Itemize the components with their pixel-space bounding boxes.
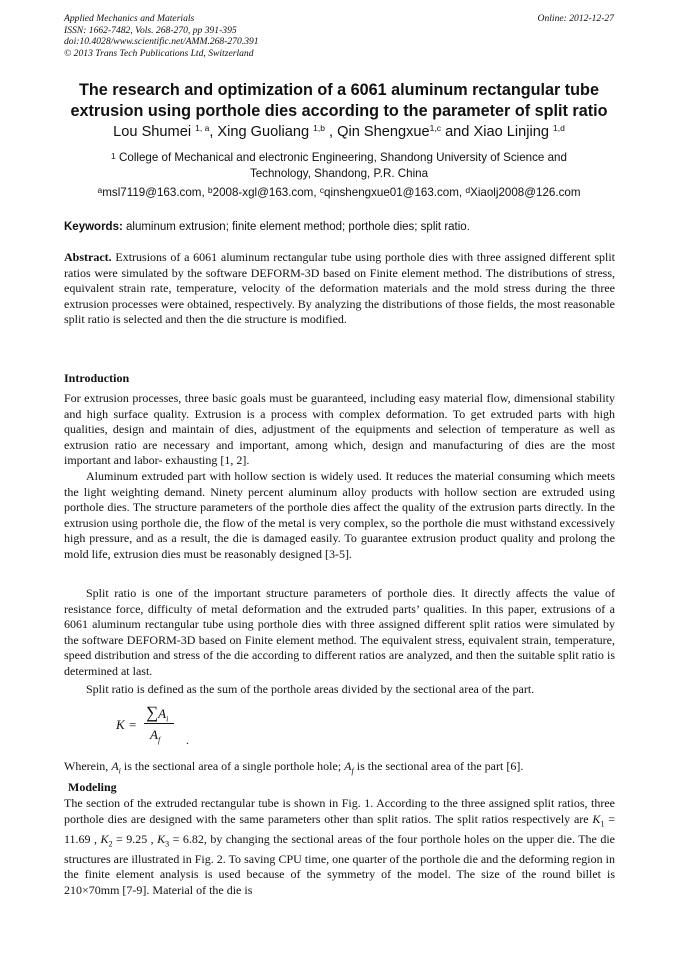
keywords (64, 221, 624, 233)
formula-num-var: A (158, 706, 167, 721)
modeling-k2-sub: 2 (108, 838, 113, 848)
formula-lhs: K (116, 717, 125, 732)
author-3: , Qin Shengxue (325, 124, 430, 140)
copyright-line: © 2013 Trans Tech Publications Ltd, Switzerland (64, 47, 254, 59)
modeling-heading: Modeling (68, 780, 117, 794)
doi-line[interactable]: doi:10.4028/www.scientific.net/AMM.268-270.391 (64, 36, 259, 48)
abstract-label: Abstract. (64, 250, 112, 264)
wherein-text-3: is the sectional area of the part [6]. (353, 759, 524, 773)
formula-fraction-bar (144, 723, 174, 724)
email-b-sup: b (207, 185, 213, 195)
modeling-k3-sub: 3 (165, 838, 170, 848)
journal-header (64, 13, 259, 59)
intro-paragraph-4: Split ratio is defined as the sum of the porthole areas divided by the sectional area of the part. (86, 682, 535, 696)
author-2-sup: 1,b (313, 123, 325, 133)
wherein-paragraph (64, 759, 615, 779)
email-list (40, 186, 638, 199)
modeling-sep-2: , (147, 831, 158, 846)
formula-period: . (186, 733, 189, 747)
title-line-2: extrusion using porthole dies according to the parameter of split ratio (70, 101, 608, 120)
abstract (64, 250, 615, 328)
journal-name: Applied Mechanics and Materials (64, 13, 195, 24)
issn-line: ISSN: 1662-7482, Vols. 268-270, pp 391-395 (64, 24, 237, 36)
paper-title (40, 80, 638, 121)
email-d[interactable]: Xiaolj2008@126.com (470, 186, 581, 199)
modeling-k2-value: = 9.25 (112, 831, 148, 846)
author-4: and Xiao Linjing (441, 124, 549, 140)
author-2: , Xing Guoliang (209, 124, 310, 140)
email-c[interactable]: qinshengxue01@163.com, (324, 186, 466, 199)
affiliation-sup: 1 (111, 151, 116, 161)
modeling-k2: K (100, 831, 109, 846)
intro-paragraph-1: For extrusion processes, three basic goals must be guaranteed, including easy material flow, dimensional stability and high surface quality. Extrusion is a process with complex deformation. To get extruded parts with high qualities, design and maintain of dies, adjustment of the equipments and selection of temperature as well as extrusion ratio are necessary and important, among which, design and manufacturing of dies are the most important and labor- exhausting [1, 2]. (64, 391, 615, 468)
intro-paragraph-2: Aluminum extruded part with hollow section is widely used. It reduces the material consuming which meets the light weighting demand. Ninety percent aluminum alloy products with hollow section are extruded using porthole dies. The structure parameters of the porthole dies affect the quality of the extrusion parts directly. In the extrusion using porthole die, the flow of the metal is very complex, so the porthole die must withstand excessively high pressure, and as a result, the die is damaged easily. To guarantee extrusion product quality and prolong the mold life, extrusion dies must be reasonably designed [3-5]. (64, 469, 615, 561)
wherein-var-af-sub: f (351, 766, 354, 776)
title-line-1: The research and optimization of a 6061 aluminum rectangular tube (79, 81, 599, 99)
author-1-sup: 1, a (195, 123, 210, 133)
formula-den-var: A (150, 727, 158, 742)
author-3-sup: 1,c (429, 123, 442, 133)
formula-num-sub: i (166, 714, 169, 724)
online-date: Online: 2012-12-27 (537, 13, 614, 24)
affiliation (60, 150, 618, 181)
intro-paragraph-3: Split ratio is one of the important structure parameters of porthole dies. It directly affects the value of resistance force, difficulty of metal deformation and the extruded parts’ qualities. In this paper, extrusions of a 6061 aluminum rectangular tube using porthole dies with three assigned different split ratios were simulated by the software DEFORM-3D based on Finite element method. The equivalent stress, equivalent strain, temperature, speed distribution and stress of the die according to different ratios are analyzed, and then the suitable split ratio is determined at last. (64, 586, 615, 678)
wherein-text-1: Wherein, (64, 759, 112, 773)
formula-equals: = (129, 717, 137, 732)
modeling-k1-sub: 1 (600, 818, 605, 828)
modeling-text-1: The section of the extruded rectangular tube is shown in Fig. 1. According to the three assigned split ratios, three porthole dies are designed with the same parameters other than split ratios. The split ratios respectively are (64, 796, 615, 826)
abstract-text: Extrusions of a 6061 aluminum rectangular tube using porthole dies with three assigned different split ratios were simulated by the software DEFORM-3D based on Finite element method. The distributions of stress, equivalent strain rate, temperature, velocity of the deformation materials and the mold stress during the three extrusion processes were obtained, respectively. By analyzing the distributions of those fields, the most reasonable split ratio is selected and then the die structure is modified. (64, 250, 615, 327)
author-4-sup: 1,d (553, 123, 565, 133)
wherein-var-af: A (344, 759, 352, 773)
wherein-var-ai: A (111, 759, 119, 773)
keywords-label: Keywords: (64, 221, 123, 233)
modeling-k1: K (592, 811, 601, 826)
email-c-sup: c (319, 185, 325, 195)
wherein-text-2: is the sectional area of a single porthole hole; (120, 759, 345, 773)
keywords-text: aluminum extrusion; finite element method; porthole dies; split ratio. (122, 221, 470, 233)
email-a-sup: a (97, 185, 103, 195)
author-1: Lou Shumei (113, 124, 192, 140)
author-list (30, 124, 648, 140)
email-d-sup: d (465, 185, 471, 195)
modeling-k3-value: = 6.82 (169, 831, 204, 846)
affiliation-line-2: Technology, Shandong, P.R. China (249, 166, 429, 180)
formula-sigma: ∑ (146, 703, 159, 722)
email-a[interactable]: msl7119@163.com, (102, 186, 208, 199)
wherein-var-ai-sub: i (118, 766, 121, 776)
modeling-sep-1: , (90, 831, 101, 846)
introduction-heading: Introduction (64, 371, 130, 385)
modeling-text-2: , by changing the sectional areas of the four porthole holes on the upper die. The die structures are illustrated in Fig. 2. To saving CPU time, one quarter of the porthole die and the deforming region in the finite element analysis is used because of the symmetry of the model. The size of the round billet is 210×70mm [7-9]. Material of the die is (64, 831, 615, 897)
formula-numerator (146, 703, 168, 724)
modeling-paragraph (64, 796, 615, 898)
modeling-k1-value: = 11.69 (64, 811, 615, 846)
affiliation-line-1: College of Mechanical and electronic Engineering, Shandong University of Science and (115, 151, 567, 164)
email-b[interactable]: 2008-xgl@163.com, (212, 186, 320, 199)
formula-den-sub: f (157, 735, 161, 745)
modeling-k3: K (157, 831, 166, 846)
formula-denominator (150, 727, 160, 745)
split-ratio-formula (116, 703, 216, 749)
